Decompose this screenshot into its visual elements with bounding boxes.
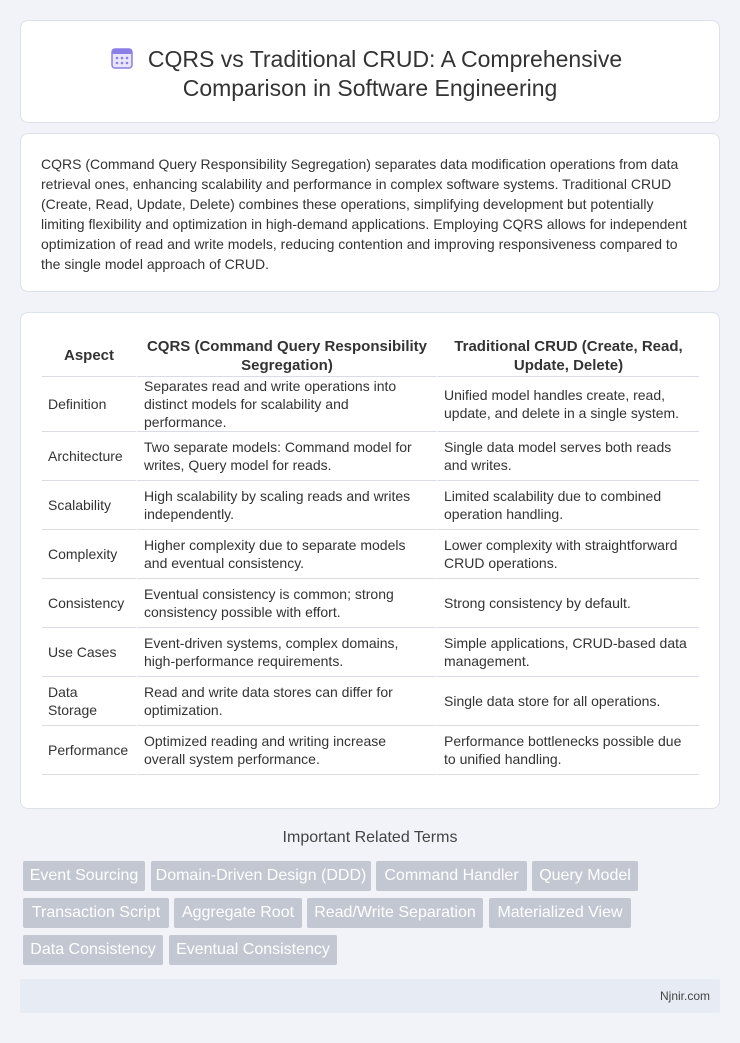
table-row (42, 432, 699, 481)
footer (20, 979, 720, 1013)
summary-card (20, 133, 720, 292)
cell-crud: Lower complexity with straightforward CRUD operations. (436, 530, 699, 579)
related-terms-title: Important Related Terms (282, 829, 458, 846)
cell-crud: Simple applications, CRUD-based data management. (436, 628, 699, 677)
cell-aspect: Architecture (42, 432, 136, 481)
cell-crud: Limited scalability due to combined operation handling. (436, 481, 699, 530)
page-title-line-2: Comparison in Software Engineering (182, 75, 558, 101)
cell-aspect: Scalability (42, 481, 136, 530)
page-title-line-1: CQRS vs Traditional CRUD: A Comprehensive (147, 46, 623, 72)
footer-brand: Njnir.com (659, 989, 710, 1003)
term-tag[interactable]: Read/Write Separation (307, 898, 483, 928)
term-tag[interactable]: Domain-Driven Design (DDD) (151, 861, 371, 891)
cell-cqrs: High scalability by scaling reads and writes independently. (136, 481, 436, 530)
table-row (42, 677, 699, 726)
term-tag[interactable]: Transaction Script (23, 898, 169, 928)
cell-cqrs: Separates read and write operations into distinct models for scalability and performance. (136, 377, 436, 432)
cell-aspect: Definition (42, 377, 136, 432)
cell-crud: Single data model serves both reads and writes. (436, 432, 699, 481)
table-header-row (42, 335, 699, 377)
cell-aspect: Use Cases (42, 628, 136, 677)
cell-cqrs: Two separate models: Command model for writes, Query model for reads. (136, 432, 436, 481)
term-tag[interactable]: Aggregate Root (174, 898, 302, 928)
cell-cqrs: Optimized reading and writing increase overall system performance. (136, 726, 436, 775)
cell-cqrs: Read and write data stores can differ for optimization. (136, 677, 436, 726)
cell-crud: Single data store for all operations. (436, 677, 699, 726)
summary-text: CQRS (Command Query Responsibility Segregation) separates data modification operations from data retrieval ones, enhancing scalability and performance in complex software systems. Traditional CRUD (Create, Read, Update, Delete) combines these operations, simplifying development but potentially limiting flexibility and optimization in high-demand applications. Employing CQRS allows for independent optimization of read and write models, reducing contention and improving responsiveness compared to the single model approach of CRUD. (41, 156, 687, 272)
cell-aspect: Consistency (42, 579, 136, 628)
cell-crud: Strong consistency by default. (436, 579, 699, 628)
cell-cqrs: Event-driven systems, complex domains, high-performance requirements. (136, 628, 436, 677)
table-row (42, 579, 699, 628)
page-title (21, 45, 719, 103)
cell-crud: Performance bottlenecks possible due to unified handling. (436, 726, 699, 775)
comparison-table-card (20, 312, 720, 809)
cell-aspect: Performance (42, 726, 136, 775)
term-tag[interactable]: Materialized View (489, 898, 631, 928)
table-row (42, 530, 699, 579)
term-tag[interactable]: Command Handler (376, 861, 527, 891)
header-crud: Traditional CRUD (Create, Read, Update, Delete) (436, 335, 699, 377)
table-row (42, 726, 699, 775)
term-tag[interactable]: Data Consistency (23, 935, 163, 965)
term-tag[interactable]: Event Sourcing (23, 861, 145, 891)
table-row (42, 628, 699, 677)
cell-aspect: Complexity (42, 530, 136, 579)
cell-cqrs: Higher complexity due to separate models and eventual consistency. (136, 530, 436, 579)
cell-aspect: Data Storage (42, 677, 136, 726)
cell-cqrs: Eventual consistency is common; strong consistency possible with effort. (136, 579, 436, 628)
comparison-table (42, 335, 699, 775)
header-cqrs: CQRS (Command Query Responsibility Segregation) (136, 335, 436, 377)
title-card (20, 20, 720, 123)
table-row (42, 481, 699, 530)
cell-crud: Unified model handles create, read, update, and delete in a single system. (436, 377, 699, 432)
term-tag[interactable]: Query Model (532, 861, 638, 891)
term-tag[interactable]: Eventual Consistency (169, 935, 337, 965)
table-row (42, 377, 699, 432)
header-aspect: Aspect (42, 335, 136, 377)
